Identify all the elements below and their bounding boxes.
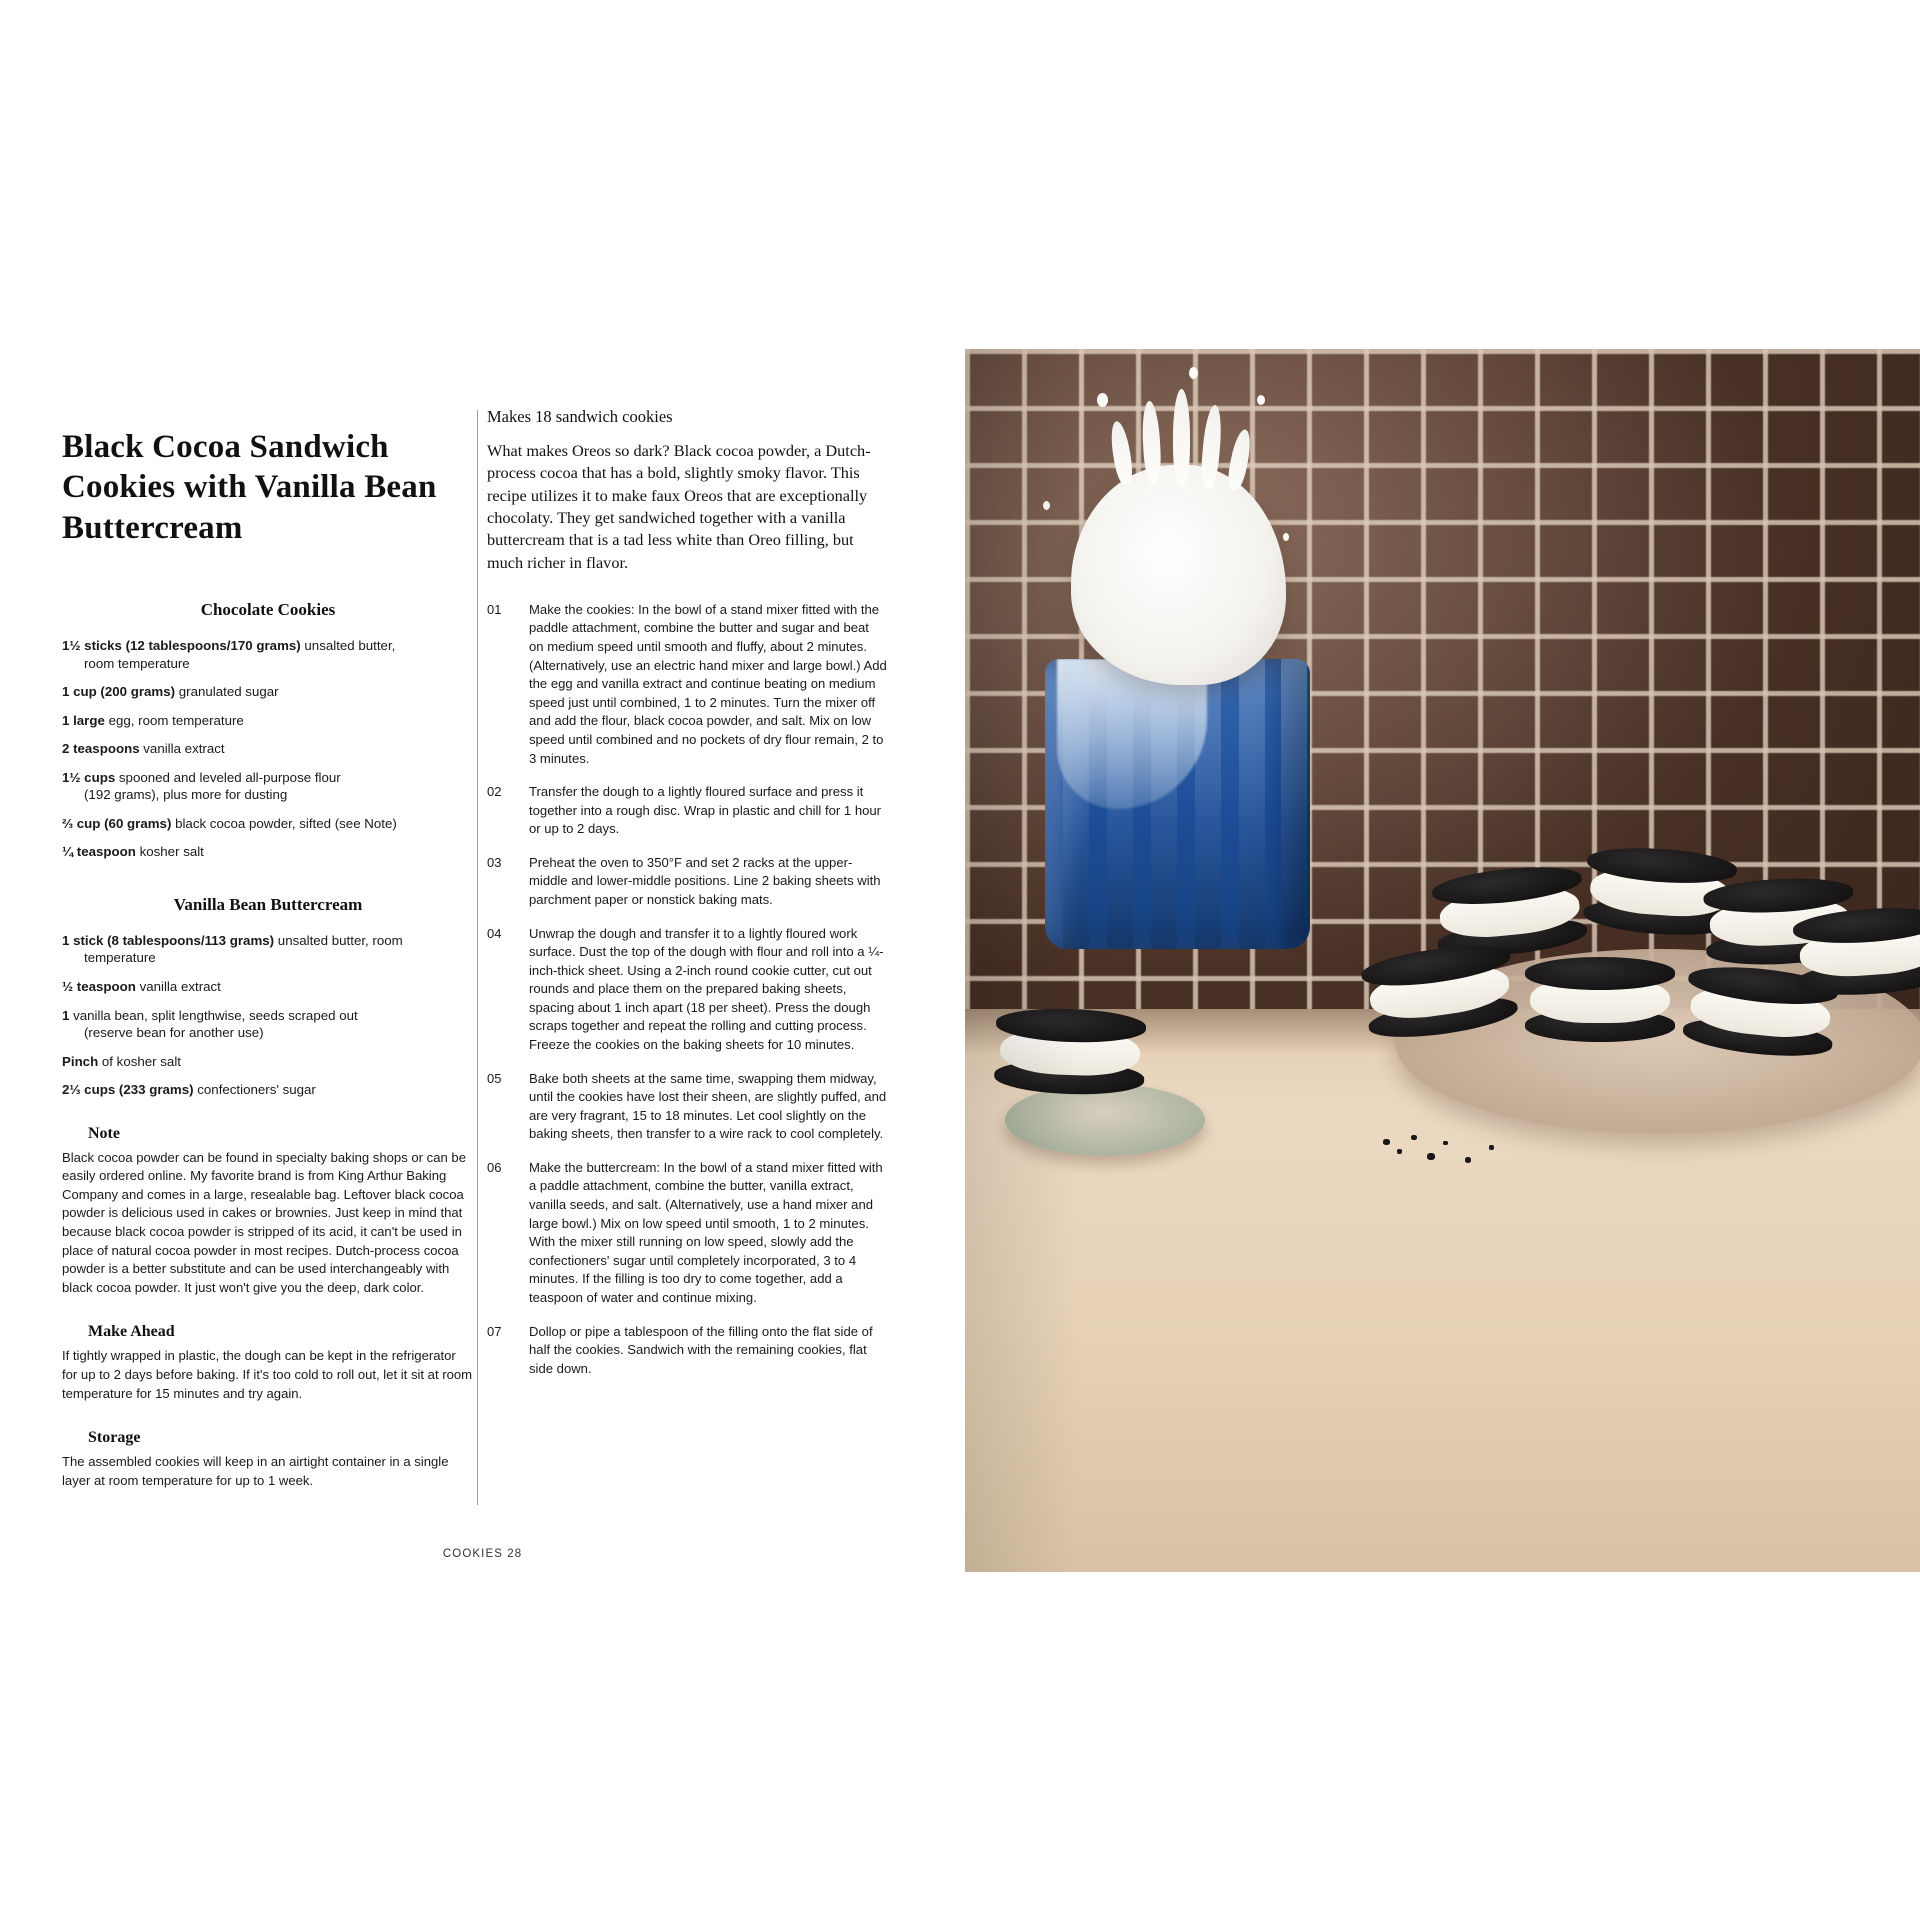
folio-section: COOKIES (442, 1548, 503, 1560)
ingredient-text: unsalted butter, (300, 638, 396, 653)
ingredient-text: black cocoa powder, sifted (see Note) (171, 815, 397, 831)
ingredient-text: unsalted butter, room (274, 932, 403, 948)
ingredient-continuation: room temperature (84, 655, 190, 671)
ingredient-continuation: (reserve bean for another use) (84, 1025, 264, 1041)
recipe-step (487, 1070, 887, 1144)
recipe-step (487, 1159, 887, 1308)
note-heading: Make Ahead (88, 1323, 175, 1341)
ingredient-text: vanilla extract (139, 741, 225, 757)
milk-splash (1061, 383, 1311, 713)
cookie-crumb (1411, 1135, 1417, 1140)
ingredient-item (62, 769, 474, 804)
ingredient-amount: ⅔ cup (60 grams) (62, 815, 172, 831)
recipe-intro: What makes Oreos so dark? Black cocoa powder, a Dutch-process cocoa that has a bold, slightly smoky flavor. This recipe utilizes it to make faux Oreos that are exceptionally chocolaty. They get sandwiched together with a vanilla buttercream that is a tad less white than Oreo filling, but much richer in flavor. (487, 441, 871, 572)
folio (0, 1548, 965, 1560)
method-column (487, 407, 887, 1393)
folio-number: 28 (507, 1548, 523, 1560)
ingredient-text: egg, room temperature (104, 712, 244, 728)
ingredient-group-heading-cookies: Chocolate Cookies (200, 600, 336, 619)
step-text: Unwrap the dough and transfer it to a lightly floured work surface. Dust the top of the dough with flour and roll into a ¼-inch-thick sheet. Using a 2-inch round cookie cutter, cut out rounds and place them on the prepared baking sheets, spacing about 1 inch apart (18 per sheet). Press the dough scraps together and repeat the rolling and cutting process. Freeze the cookies on the baking sheets for 10 minutes. (529, 925, 884, 1053)
column-divider (477, 410, 478, 1505)
note-body: The assembled cookies will keep in an airtight container in a single layer at room temperature for up to 1 week. (62, 1454, 449, 1488)
ingredient-group-heading-buttercream: Vanilla Bean Buttercream (173, 894, 363, 914)
step-number: 07 (487, 1323, 502, 1339)
recipe-step (487, 601, 887, 768)
ingredient-text: vanilla bean, split lengthwise, seeds scraped out (69, 1007, 358, 1023)
ingredient-amount: 2 teaspoons (62, 741, 140, 757)
ingredient-amount: 1 (62, 1007, 70, 1023)
ingredient-item (62, 932, 474, 967)
note-block-storage (62, 1429, 474, 1490)
note-heading: Note (88, 1124, 120, 1142)
ingredient-item (62, 712, 474, 730)
ingredient-amount: Pinch (62, 1053, 99, 1069)
ingredient-item (62, 1081, 474, 1099)
ingredient-text: spooned and leveled all-purpose flour (115, 769, 341, 785)
sandwich-cookie (993, 1006, 1146, 1103)
ingredient-item (62, 815, 474, 833)
step-text: Make the cookies: In the bowl of a stand mixer fitted with the paddle attachment, combine the butter and sugar and beat on medium speed until smooth and fluffy, about 2 minutes. (Alternatively, use an electric hand mixer and large bowl.) Add the egg and vanilla extract and continue beating on medium speed just until combined, 1 to 2 minutes. Turn the mixer off and add the flour, black cocoa powder, and salt. Mix on low speed until combined and no pockets of dry flour remain, 2 to 3 minutes. (529, 601, 887, 766)
cookie-crumb (1383, 1139, 1390, 1145)
step-number: 04 (487, 925, 502, 941)
ingredient-continuation: temperature (84, 950, 156, 966)
ingredient-amount: 1½ cups (62, 769, 116, 785)
step-number: 01 (487, 601, 502, 617)
ingredient-item (62, 1007, 474, 1042)
ingredient-amount: 2⅓ cups (233 grams) (62, 1082, 194, 1098)
ingredient-text: kosher salt (135, 844, 204, 860)
ingredient-amount: ½ teaspoon (62, 979, 136, 995)
sandwich-cookie (1792, 904, 1920, 1006)
ingredient-amount: 1½ sticks (12 tablespoons/170 grams) (62, 638, 301, 653)
ingredient-text: vanilla extract (135, 979, 221, 995)
cookie-crumb (1489, 1145, 1494, 1150)
step-text: Bake both sheets at the same time, swapping them midway, until the cookies have lost their sheen, are slightly puffed, and are very fragrant, 15 to 18 minutes. Let cool slightly on the baking sheets, then transfer to a wire rack to cool completely. (529, 1070, 887, 1142)
step-number: 06 (487, 1159, 502, 1175)
cookie-crumb (1427, 1153, 1435, 1160)
cookie-crumb (1465, 1157, 1471, 1163)
step-number: 05 (487, 1070, 502, 1086)
ingredient-item (62, 637, 474, 672)
step-number: 02 (487, 784, 502, 800)
recipe-step (487, 854, 887, 910)
ingredient-item (62, 683, 474, 701)
step-text: Make the buttercream: In the bowl of a stand mixer fitted with a paddle attachment, combine the butter, vanilla extract, vanilla seeds, and salt. (Alternatively, use a hand mixer and large bowl.) Mix on low speed until smooth, 1 to 2 minutes. With the mixer still running on low speed, slowly add the confectioners' sugar until completely incorporated, 3 to 4 minutes. If the filling is too dry to come together, add a teaspoon of water and continue mixing. (529, 1159, 883, 1305)
note-body: Black cocoa powder can be found in specialty baking shops or can be easily ordered online. My favorite brand is from King Arthur Baking Company and comes in a large, resealable bag. Leftover black cocoa powder is delicious used in cakes or brownies. Just keep in mind that because black cocoa powder is stripped of its acid, it can't be used in place of natural cocoa powder in most recipes. Dutch-process cocoa powder is a better substitute and can be used interchangeably with black cocoa powder. It just won't give you the deep, dark color. (62, 1149, 466, 1295)
ingredient-amount: ¼ teaspoon (62, 844, 136, 860)
step-text: Transfer the dough to a lightly floured surface and press it together into a rough disc. Wrap in plastic and chill for 1 hour or up to 2 days. (529, 784, 882, 837)
note-block-make-ahead (62, 1323, 474, 1403)
ingredient-amount: 1 large (62, 712, 105, 728)
cookie-crumb (1397, 1149, 1402, 1154)
sandwich-cookie (1525, 957, 1675, 1049)
ingredient-continuation: (192 grams), plus more for dusting (84, 787, 288, 803)
ingredient-amount: 1 cup (200 grams) (62, 684, 176, 700)
page-title: Black Cocoa Sandwich Cookies with Vanilla Bean Buttercream (62, 429, 437, 546)
recipe-step (487, 783, 887, 839)
cookie-crumb (1443, 1141, 1448, 1145)
note-block-note (62, 1125, 474, 1298)
recipe-step (487, 925, 887, 1055)
step-text: Dollop or pipe a tablespoon of the filling onto the flat side of half the cookies. Sandwich with the remaining cookies, flat side down. (529, 1323, 873, 1376)
ingredient-text: granulated sugar (175, 684, 279, 700)
ingredient-text: of kosher salt (98, 1053, 181, 1069)
step-number: 03 (487, 854, 502, 870)
ingredient-text: confectioners' sugar (193, 1082, 316, 1098)
milk-crown (1071, 465, 1286, 685)
recipe-photograph (965, 349, 1920, 1572)
ingredients-column (62, 600, 474, 1490)
note-body: If tightly wrapped in plastic, the dough can be kept in the refrigerator for up to 2 days before baking. If it's too cold to roll out, let it sit at room temperature for 15 minutes and try again. (62, 1348, 473, 1401)
recipe-yield: Makes 18 sandwich cookies (487, 407, 673, 426)
note-heading: Storage (88, 1429, 141, 1447)
step-text: Preheat the oven to 350°F and set 2 racks at the upper-middle and lower-middle positions. Line 2 baking sheets with parchment paper or nonstick baking mats. (529, 854, 881, 907)
recipe-step (487, 1323, 887, 1379)
ingredient-item (62, 1053, 474, 1071)
ingredient-item (62, 978, 474, 996)
ingredient-item (62, 740, 474, 758)
ingredient-item (62, 843, 474, 861)
ingredient-amount: 1 stick (8 tablespoons/113 grams) (62, 932, 275, 948)
